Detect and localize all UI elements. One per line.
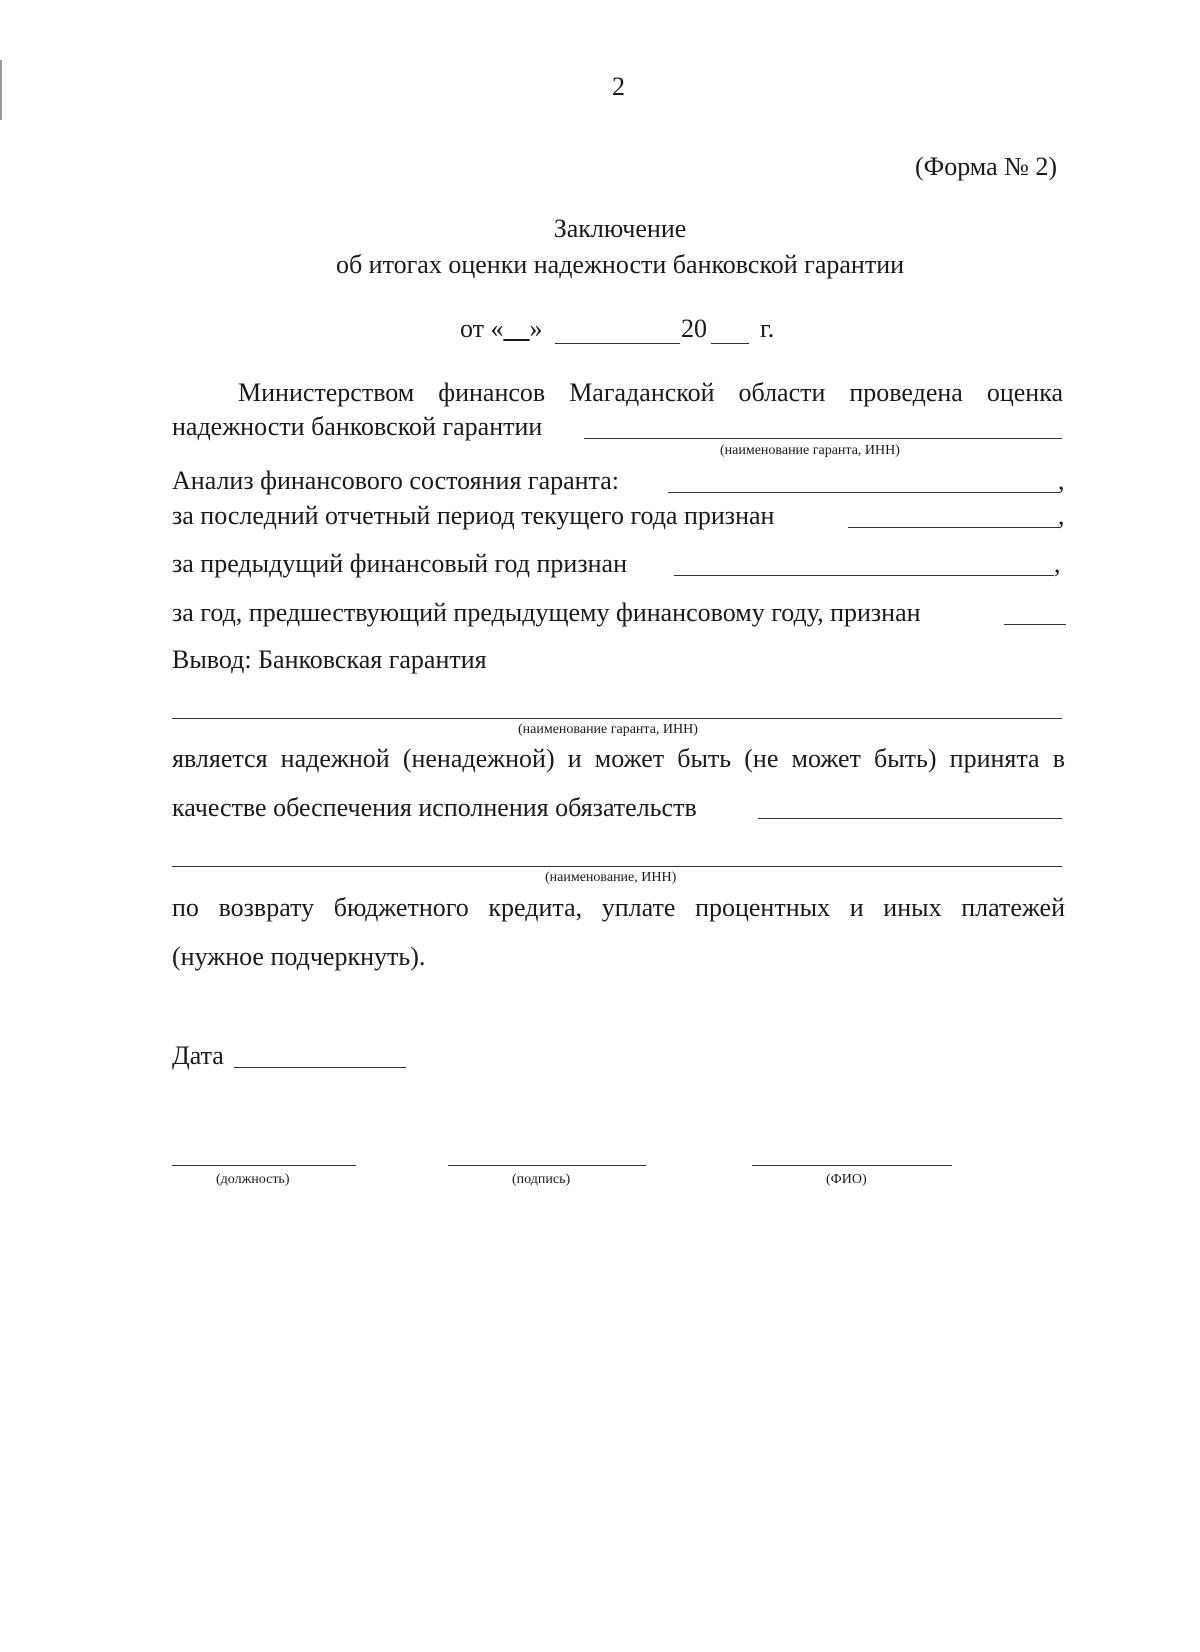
obligations-field-1[interactable] [758,818,1062,819]
scan-edge-mark [0,60,2,120]
date-day-blank: __ [503,314,530,343]
date-line [460,314,543,344]
conclusion-underline-note: (нужное подчеркнуть). [172,942,426,971]
conclusion-reliability-line: является надежной (ненадежной) и может быть (не может быть) принята в [172,744,1065,773]
document-subtitle: об итогах оценки надежности банковской гарантии [335,250,905,279]
document-title: Заключение [553,214,687,243]
analysis-field[interactable] [668,492,1060,493]
previous-year-label: за предыдущий финансовый год признан [172,549,627,578]
year-before-field[interactable] [1004,624,1066,625]
paragraph-ministry-line: Министерством финансов Магаданской области проведена оценка [238,378,1063,407]
conclusion-obligations-label: качестве обеспечения исполнения обязательств [172,793,697,822]
conclusion-guarantor-caption: (наименование гаранта, ИНН) [518,722,698,737]
date-field-blank[interactable] [234,1067,406,1068]
previous-year-comma: , [1054,549,1061,578]
current-period-comma: , [1058,501,1065,530]
year-before-label: за год, предшествующий предыдущему финансовому году, признан [172,598,921,627]
obligations-field-2[interactable] [172,866,1062,867]
date-year-blank[interactable] [711,343,749,344]
page-number: 2 [612,72,625,101]
analysis-comma: , [1058,466,1065,495]
guarantor-name-field[interactable] [584,438,1062,439]
date-field-label: Дата [172,1041,224,1070]
signature-field[interactable] [448,1165,646,1166]
obligations-caption: (наименование, ИНН) [545,870,677,885]
conclusion-guarantor-field[interactable] [172,718,1062,719]
form-label: (Форма № 2) [915,152,1058,181]
date-close-quote: » [529,314,543,343]
date-prefix: от « [460,314,504,343]
position-field[interactable] [172,1165,356,1166]
full-name-caption: (ФИО) [826,1172,867,1187]
position-caption: (должность) [216,1172,290,1187]
conclusion-repayment-line: по возврату бюджетного кредита, уплате процентных и иных платежей [172,893,1065,922]
conclusion-label: Вывод: Банковская гарантия [172,645,487,674]
date-month-blank[interactable] [555,343,680,344]
current-period-label: за последний отчетный период текущего года признан [172,501,775,530]
date-year-suffix: г. [760,314,775,343]
signature-caption: (подпись) [512,1172,571,1187]
guarantor-name-caption: (наименование гаранта, ИНН) [720,443,900,458]
analysis-label: Анализ финансового состояния гаранта: [172,466,620,495]
paragraph-guarantee-label: надежности банковской гарантии [172,412,543,441]
previous-year-field[interactable] [674,575,1054,576]
current-period-field[interactable] [848,527,1060,528]
date-year-prefix: 20 [681,314,707,343]
full-name-field[interactable] [752,1165,952,1166]
